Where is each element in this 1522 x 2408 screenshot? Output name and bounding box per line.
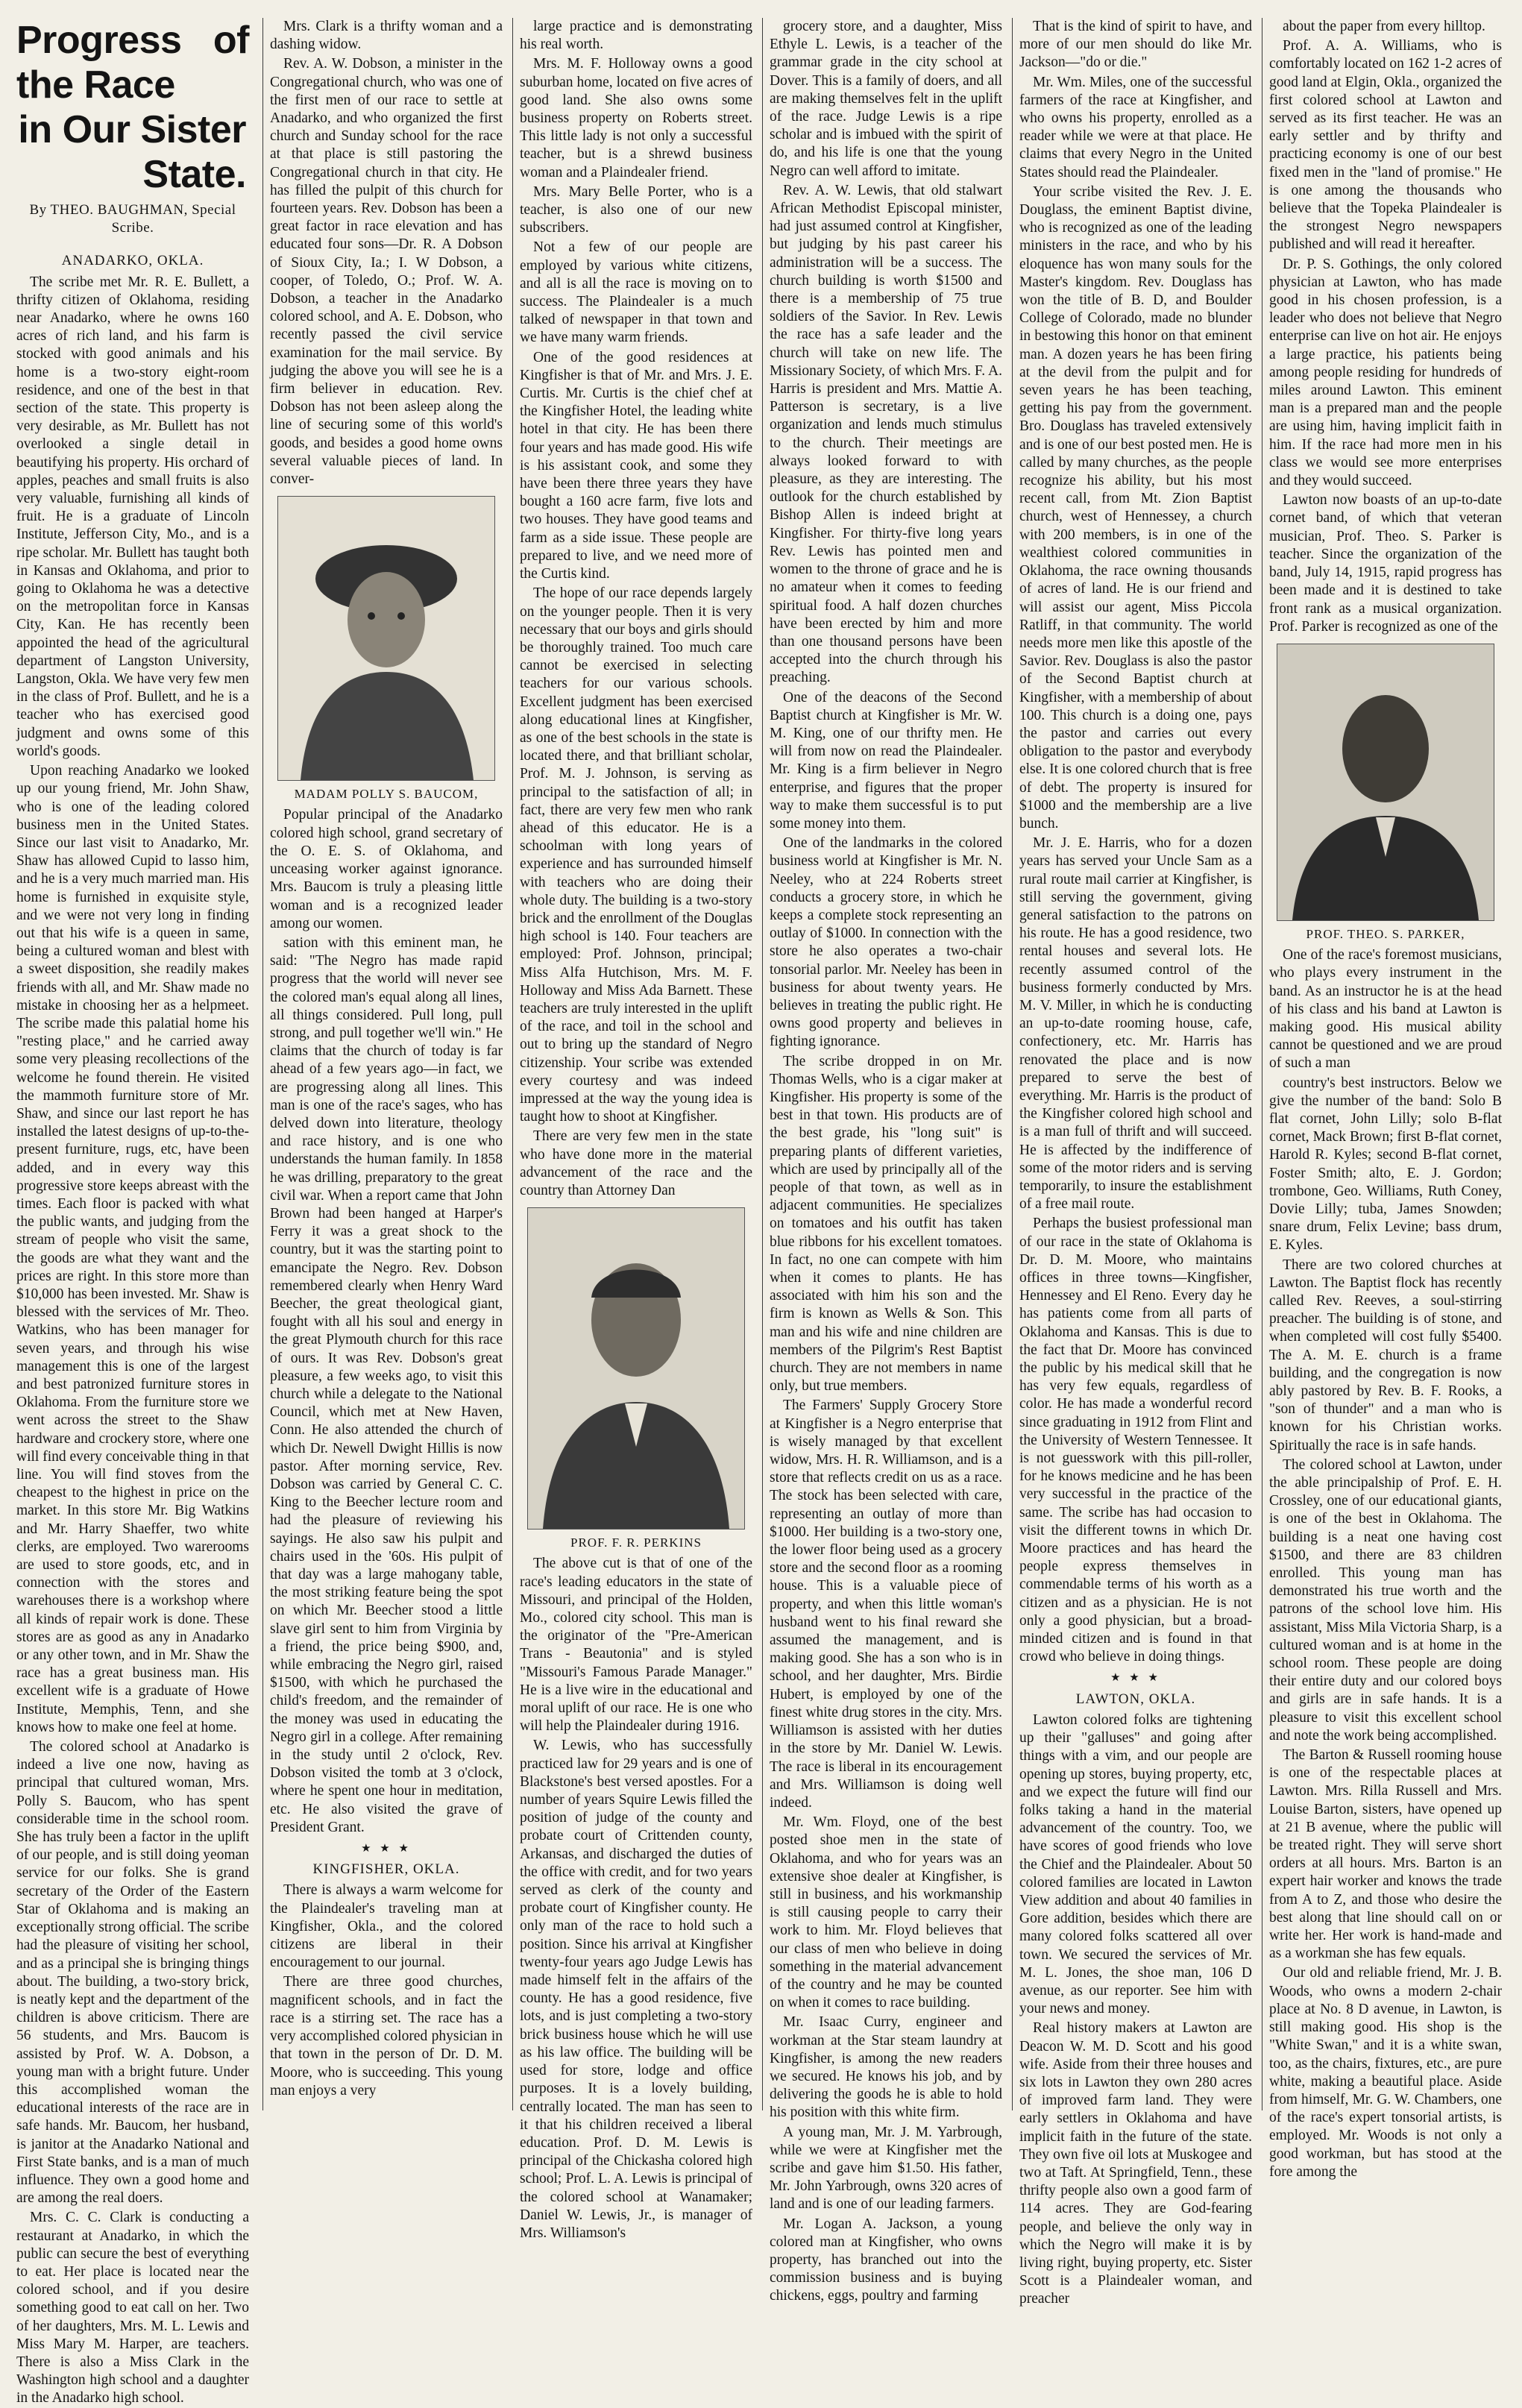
newspaper-page bbox=[16, 18, 1508, 2407]
headline-line-2: in Our Sister State. bbox=[18, 108, 246, 196]
paragraph: There are three good churches, magnificent schools, and in fact the race is a stirring set. The race has a very accomplished colored physician in that town in the person of Dr. D. M. Moore, who is succeeding. This young man enjoys a very bbox=[270, 1974, 503, 2099]
paragraph: large practice and is demonstrating his real worth. bbox=[520, 19, 752, 53]
byline: By THEO. BAUGHMAN, Special Scribe. bbox=[29, 202, 236, 236]
paragraph: One of the good residences at Kingfisher is that of Mr. and Mrs. J. E. Curtis. Mr. Curtis is the chief chef at the Kingfisher Hotel, the leading white hotel in that city. He has been there four years and has made good. His wife is his assistant cook, and some they have been there three years they have bought a 160 acre farm, five lots and two houses. They have good teams and farm as a side issue. These people are prepared to live, and we need more of the Curtis kind. bbox=[520, 349, 752, 582]
section-divider: ★ ★ ★ bbox=[361, 1843, 412, 1855]
paragraph: country's best instructors. Below we give the number of the band: Solo B flat cornet, John Lilly; solo B-flat cornet, Mack Brown; first B-flat cornet, Harold R. Kyles; second B-flat cornet, Foster Smith; alto, E. J. Gordon; trombone, Geo. Williams, Ruth Coney, Dovie Lilly; tuba, James Snowden; snare drum, Felix Levine; bass drum, E. Kyles. bbox=[1269, 1075, 1502, 1254]
photo-caption: MADAM POLLY S. BAUCOM, bbox=[294, 787, 479, 802]
paragraph: The above cut is that of one of the race's leading educators in the state of Missouri, and principal of the Holden, Mo., colored city school. This man is the originator of the "Pre-American Trans - Beautonia" and is styled "Missouri's Famous Parade Manager." He is a live wire in the educational and moral uplift of our race. He is one who will help the Plaindealer during 1916. bbox=[520, 1556, 752, 1735]
paragraph: Mrs. M. F. Holloway owns a good suburban home, located on five acres of good land. She also owns some business property on Roberts street. This little lady is not only a successful teacher, but is a shrewd business woman and a Plaindealer friend. bbox=[520, 56, 752, 180]
paragraph: There are very few men in the state who have done more in the material advancement of the race and the country than Attorney Dan bbox=[520, 1128, 752, 1198]
photo-caption: PROF. F. R. PERKINS bbox=[570, 1535, 702, 1550]
paragraph: Mrs. C. C. Clark is conducting a restaurant at Anadarko, in which the public can secure the best of everything to eat. Her place is located near the colored school, and if you desire something good to eat call on her. Two of her daughters, Mrs. M. L. Lewis and Miss Mary M. Harper, are teachers. There is also a Miss Clark in the Washington high school and a daughter in the Anadarko high school. bbox=[16, 2210, 249, 2407]
paragraph: Real history makers at Lawton are Deacon W. M. D. Scott and his good wife. Aside from their three houses and six lots in Lawton they own 280 acres of improved farm land. They were early settlers in Oklahoma and have implicit faith in the future of the state. They own five oil lots at Muskogee and two at Taft. At Springfield, Tenn., these thrifty people also own a good farm of 114 acres. They are God-fearing people, and believe the only way in which the Negro will make it is by living right, buying property, etc. Sister Scott is a Plaindealer woman, and preacher bbox=[1019, 2020, 1252, 2307]
photo-subcaption: Popular principal of the Anadarko colored high school, grand secretary of the O. E. S. of Oklahoma, and unceasing worker against ignorance. Mrs. Baucom is truly a pleasing little woman and is a recognized leader among our women. bbox=[270, 807, 503, 931]
column-rule bbox=[762, 18, 763, 2110]
paragraph: Mr. Logan A. Jackson, a young colored man at Kingfisher, who owns property, has branched out into the commission business and is buying chickens, eggs, poultry and farming bbox=[770, 2216, 1002, 2304]
paragraph: Mrs. Mary Belle Porter, who is a teacher, is also one of our new subscribers. bbox=[520, 183, 752, 236]
portrait-woman-icon bbox=[278, 497, 494, 780]
paragraph: That is the kind of spirit to have, and more of our men should do like Mr. Jackson—"do or die." bbox=[1019, 19, 1252, 71]
paragraph: The scribe met Mr. R. E. Bullett, a thrifty citizen of Oklahoma, residing near Anadarko, where he owns 160 acres of rich land, and his farm is stocked with good animals and his home is a two-story eight-room residence, and one of the best in that section of the state. This property is very desirable, as Mr. Bullett has not overlooked a single detail in beautifying his property. His orchard of apples, peaches and small fruits is also very valuable, furnishing all kinds of fruit. He is a graduate of Lincoln Institute, Jefferson City, Mo., and is a ripe scholar. Mr. Bullett has taught both in Kansas and Oklahoma, and prior to going to Oklahoma he was a detective on the metropolitan force in Kansas City, Kan. He has recently been appointed the head of the agricultural department of Langston University, Langston, Okla. We have very few men in the class of Prof. Bullett, and he is a teacher who has exercised good judgment and owns some of this world's goods. bbox=[16, 274, 249, 759]
paragraph: W. Lewis, who has successfully practiced law for 29 years and is one of Blackstone's best versed apostles. For a number of years Squire Lewis filled the position of judge of the county and probate court of Crittenden county, Arkansas, and discharged the duties of the office with credit, and for two years served as clerk of the county and probate court of Kingfisher county. He only man of the race to hold such a position. Since his arrival at Kingfisher twenty-four years ago Judge Lewis has made himself felt in the affairs of the county. He has a good residence, five lots, and is just completing a two-story brick business house which he will use as his law office. The building will be used for store, lodge and office purposes. It is a lovely building, centrally located. The man has seen to it that his children received a liberal education. Prof. D. M. Lewis is principal of the Chickasha colored high school; Prof. L. A. Lewis is principal of the colored school at Wanamaker; Daniel W. Lewis, Jr., is manager of Mrs. Williamson's bbox=[520, 1738, 752, 2241]
portrait-photo-baucom bbox=[277, 496, 495, 781]
paragraph: The colored school at Lawton, under the able principalship of Prof. E. H. Crossley, one of our educational giants, is one of the best in Oklahoma. The building is a neat one having cost $1500, and there are 83 children enrolled. This young man has demonstrated his true worth and the patrons of the school love him. His assistant, Miss Mila Victoria Sharp, is a cultured woman and is at home in the school room. These people are doing their entire duty and our colored boys and girls are in safe hands. It is a pleasure to visit this excellent school and note the work being accomplished. bbox=[1269, 1456, 1502, 1744]
paragraph: There is always a warm welcome for the Plaindealer's traveling man at Kingfisher, Okla., and the colored citizens are liberal in their encouragement to our journal. bbox=[270, 1882, 503, 1971]
portrait-man-icon bbox=[528, 1208, 744, 1529]
column-4 bbox=[770, 18, 1002, 2304]
paragraph: A young man, Mr. J. M. Yarbrough, while we were at Kingfisher met the scribe and gave him $1.50. His father, Mr. John Yarbrough, owns 320 acres of land and is one of our leading farmers. bbox=[770, 2124, 1002, 2213]
dateline-anadarko: ANADARKO, OKLA. bbox=[61, 253, 204, 269]
paragraph: grocery store, and a daughter, Miss Ethyle L. Lewis, is a teacher of the grammar grade in the city school at Dover. This is a family of doers, and all are making themselves felt in the uplift of the race. Judge Lewis is a ripe scholar and is imbued with the spirit of do, and his life is one that the young Negro can well afford to imitate. bbox=[770, 19, 1002, 179]
column-rule bbox=[1012, 18, 1013, 2110]
column-6 bbox=[1269, 18, 1502, 2180]
paragraph: The scribe dropped in on Mr. Thomas Wells, who is a cigar maker at Kingfisher. His property is some of the best in that town. His products are of the best grade, his "long suit" is preparing plants of different varieties, which are used by principally all of the people of that town, as well as in adjacent communities. He specializes on tomatoes and his outfit has taken blue ribbons for his excellent tomatoes. In fact, no one can compete with him when it comes to plants. He has associated with him his son and the firm is known as Wells & Son. This man and his wife and nine children are members of the Pilgrim's Rest Baptist church. They are not members in name only, but true members. bbox=[770, 1053, 1002, 1395]
paragraph: The Barton & Russell rooming house is one of the respectable places at Lawton. Mrs. Rilla Russell and Mrs. Louise Barton, sisters, have opened up at 21 B avenue, where the public will be treated right. They will serve short orders at all hours. Mrs. Barton is an expert hair worker and knows the trade from A to Z, and those who desire the best along that line should call on or write her. Her work is hand-made and as a workman she has few equals. bbox=[1269, 1747, 1502, 1962]
paragraph: Lawton colored folks are tightening up their "galluses" and going after things with a vim, and our people are opening up stores, buying property, etc, and we expect the future will find our folks taking a hand in the material advancement of the country. Too, we have scores of good friends who love the Chief and the Plaindealer. About 50 colored families are located in Lawton View addition and about 40 families in Gore addition, besides which there are many colored folks scattered all over town. We secured the services of Mr. M. L. Jones, the shoe man, 106 D avenue, as our reporter. See him with your news and money. bbox=[1019, 1711, 1252, 2017]
paragraph: There are two colored churches at Lawton. The Baptist flock has recently called Rev. Reeves, a soul-stirring preacher. The building is of stone, and when completed will cost fully $5400. The A. M. E. church is a frame building, and the congregation is now ably pastored by Rev. B. F. Rooks, a "son of thunder" and a man who is known for his Christian works. Spiritually the race is in safe hands. bbox=[1269, 1257, 1502, 1453]
column-rule bbox=[262, 18, 263, 2110]
paragraph: Mrs. Clark is a thrifty woman and a dashing widow. bbox=[270, 19, 503, 53]
paragraph: sation with this eminent man, he said: "The Negro has made rapid progress that the world will never see the colored man's equal along all lines, all things considered. Pull long, pull strong, and pull together we'll win." He claims that the church of today is far ahead of a few years ago—in fact, we are progressing along all lines. This man is one of the race's sages, who has delved down into literature, theology and race history, and is one who understands the human family. In 1858 he was drilling, preparatory to the great civil war. When a report came that John Brown had been hanged at Harper's Ferry it was a great shock to the country, but it was the starting point to emancipate the Negro. Rev. Dobson remembered clearly when Henry Ward Beecher, the great theological giant, fought with all his soul and energy in the great Plymouth church for this race of ours. It was Rev. Dobson's great pleasure, a few weeks ago, to visit this church while a delegate to the National Council, which met at New Haven, Conn. He also attended the church of which Dr. Newell Dwight Hillis is now pastor. After morning service, Rev. Dobson was carried by General C. C. King to the Beecher lecture room and had the pleasure of reviewing his sayings. He also saw his pulpit and chairs used in the '60s. His pulpit of that day was a large mahogany table, the most striking feature being the spot on which Mr. Beecher stood a little slave girl sent to him from Virginia by a friend, the price being $900, and, while embracing the Negro girl, raised $1500, with which he purchased the child's freedom, and the remainder of the money was used in educating the Negro girl in a college. After remaining in the study until 2 o'clock, Rev. Dobson visited the tomb at 3 o'clock, where he spent one hour in meditation, etc. He also visited the grave of President Grant. bbox=[270, 934, 503, 1835]
paragraph: Dr. P. S. Gothings, the only colored physician at Lawton, who has made good in his chosen profession, is a leader who does not believe that Negro enterprise can live on hot air. He enjoys a large practice, his patients being among people residing for hundreds of miles around Lawton. This eminent man is a prepared man and the people are using him, having implicit faith in him. If the race had more men in his class we would see more enterprises and they would succeed. bbox=[1269, 256, 1502, 489]
portrait-man-icon bbox=[1277, 644, 1494, 920]
paragraph: Rev. A. W. Dobson, a minister in the Congregational church, who was one of the first men of our race to settle at Anadarko, and who organized the first church and Sunday school for the race at that place is still pastoring the Congregational church in that city. He has filled the pulpit of this church for fourteen years. Rev. Dobson has been a great factor in race elevation and has educated four sons—Dr. R. A Dobson of Sioux City, Ia.; I. W Dobson, a cooper, of Toledo, O.; Prof. W. A. Dobson, a teacher in the Anadarko colored school, and A. E. Dobson, who recently passed the civil service examination for the mail service. By judging the above you will see he is a firm believer in education. Rev. Dobson has not been asleep along the line of securing some of this world's goods, and besides a good home owns several valuable pieces of land. In conver- bbox=[270, 56, 503, 488]
paragraph: Upon reaching Anadarko we looked up our young friend, Mr. John Shaw, who is one of the leading colored business men in the United States. Since our last visit to Anadarko, Mr. Shaw has allowed Cupid to lasso him, and he is a very much married man. His home is furnished in exquisite style, and we were not very long in finding out that his wife is a queen in same, being a cultured woman and blest with a sweet disposition, she readily makes friends with all, and Mr. Shaw made no mistake in choosing her as a helpmeet. The scribe made this palatial home his "resting place," and he carried away some very pleasing recollections of the welcome he found therein. He visited the mammoth furniture store of Mr. Shaw, and since our last report he has installed the latest designs of up-to-the-present furniture, rugs, etc, have been added, and in every way this progressive store keeps abreast with the times. Each floor is packed with what the public wants, and judging from the stream of people who visit the same, the goods are what they want and the prices are right. In this store more than $10,000 has been invested. Mr. Shaw is blessed with the services of Mr. Theo. Watkins, who has been manager for seven years, and through his wise management this is one of the largest and best patronized furniture stores in Oklahoma. From the furniture store we went across the street to the Shaw hardware and crockery store, where one will find every conceivable thing in that line. You will find stoves from the cheapest to the highest in price on the market. In this store Mr. Big Watkins and Mr. Harry Shaeffer, two white clerks, are employed. Two warerooms are used to store goods, etc, and in connection with the stores and warehouses there is a workshop where all kinds of repair work is done. These stores are as good as any in Anadarko or any other town, and in Mr. Shaw the race has a great business man. His excellent wife is a graduate of Howe Institute, Memphis, Tenn, and she knows how to make one feel at home. bbox=[16, 763, 249, 1735]
paragraph: Mr. Wm. Floyd, one of the best posted shoe men in the state of Oklahoma, and who for years was an extensive shoe dealer at Kingfisher, is still in business, and his workmanship is still causing people to carry their work to him. Mr. Floyd believes that our class of men who believe in doing something in the material advancement of the country and he may be counted on when it comes to race building. bbox=[770, 1814, 1002, 2011]
paragraph: about the paper from every hilltop. bbox=[1283, 19, 1485, 34]
paragraph: Mr. Isaac Curry, engineer and workman at the Star steam laundry at Kingfisher, is among the new readers we secured. He knows his job, and by delivering the goods he is able to hold his position with this white firm. bbox=[770, 2014, 1002, 2121]
column-2 bbox=[270, 18, 503, 2113]
paragraph: One of the landmarks in the colored business world at Kingfisher is Mr. N. Neeley, who at 224 Roberts street conducts a grocery store, in which he keeps a complete stock representing an outlay of $1000. In connection with the store he also operates a two-chair tonsorial parlor. Mr. Neeley has been in business for about twenty years. He believes in treating the public right. He owns good property and believes in fighting ignorance. bbox=[770, 835, 1002, 1050]
column-3 bbox=[520, 18, 752, 2241]
paragraph: Rev. A. W. Lewis, that old stalwart African Methodist Episcopal minister, had just assumed control at Kingfisher, but judging by his past career his administration will be a success. The church building is worth $1500 and there is a membership of 75 true soldiers of the Savior. In Rev. Lewis the race has a safe leader and the church will take on new life. The Missionary Society, of which Mrs. F. A. Harris is president and Mrs. Mattie A. Patterson is secretary, is a live organization and lends much stimulus to the church. Their meetings are always looked forward to with pleasure, as they are interesting. The outlook for the church established by Bishop Allen is indeed bright at Kingfisher. For thirty-five long years Rev. Lewis has pointed men and women to the throne of grace and he is no amateur when it comes to feeding spiritual food. A half dozen churches have been erected by him and more than one thousand persons have been accepted into the church through his preaching. bbox=[770, 182, 1002, 686]
paragraph: Lawton now boasts of an up-to-date cornet band, of which that veteran musician, Prof. Theo. S. Parker is teacher. Since the organization of the band, July 14, 1915, rapid progress has been made and it is destined to take front rank as a musical organization. Prof. Parker is recognized as one of the bbox=[1269, 492, 1502, 635]
paragraph: Our old and reliable friend, Mr. J. B. Woods, who owns a modern 2-chair place at No. 8 D avenue, in Lawton, is still making good. His shop is the "White Swan," and it is a white swan, too, as the chairs, fixtures, etc., are pure white, making a beautiful place. Aside from himself, Mr. G. W. Chambers, one of the race's expert tonsorial artists, is employed. Mr. Woods is not only a good workman, but has stood at the fore among the bbox=[1269, 1965, 1502, 2180]
headline-line-1: Progress of the Race bbox=[16, 19, 249, 107]
column-5 bbox=[1019, 18, 1252, 2307]
dateline-kingfisher: KINGFISHER, OKLA. bbox=[312, 1861, 460, 1878]
paragraph: One of the deacons of the Second Baptist church at Kingfisher is Mr. W. M. King, one of our thrifty men. He will from now on read the Plaindealer. Mr. King is a firm believer in Negro enterprise, and figures that the proper way to make them successful is to put some money into them. bbox=[770, 689, 1002, 832]
paragraph: The colored school at Anadarko is indeed a live one now, having as principal that cultured woman, Mrs. Polly S. Baucom, who has spent considerable time in the school room. She has truly been a factor in the uplift of our people, and is still doing yeoman service for our folks. She is grand secretary of the Order of the Eastern Star of Oklahoma and is making an exceptionally strong official. The scribe had the pleasure of visiting her school, and as a principal she is bringing things about. The building, a two-story brick, is neatly kept and the department of the children is above criticism. There are 56 students, and Mrs. Baucom is assisted by Prof. W. A. Dobson, a young man with a bright future. Under this accomplished woman the educational interests of the race are in safe hands. Mr. Baucom, her husband, is janitor at the Anadarko National and First State banks, and is a man of much influence. They own a good home and are among the real doers. bbox=[16, 1739, 249, 2207]
paragraph: Mr. J. E. Harris, who for a dozen years has served your Uncle Sam as a rural route mail carrier at Kingfisher, is still serving the government, giving general satisfaction to the patrons on his route. He has a good residence, two rental houses and several lots. He recently assumed control of the business formerly conducted by Mrs. M. V. Miller, in which he is conducting an up-to-date rooming house, cafe, confectionery, etc. Mr. Harris has renovated the place and is now prepared to serve the best of everything. Mr. Harris is the product of the Kingfisher colored high school and is a man full of thrift and will succeed. He is affected by the indifference of some of the motor riders and is serving temporarily, to insure the establishment of a free mail route. bbox=[1019, 835, 1252, 1213]
paragraph: Mr. Wm. Miles, one of the successful farmers of the race at Kingfisher, and who owns his property, enrolled as a reader while we were at that place. He claims that every Negro in the United States should read the Plaindealer. bbox=[1019, 74, 1252, 180]
section-divider: ★ ★ ★ bbox=[1110, 1672, 1161, 1685]
photo-caption: PROF. THEO. S. PARKER, bbox=[1306, 926, 1465, 941]
paragraph: Prof. A. A. Williams, who is comfortably located on 162 1-2 acres of good land at Elgin, Okla., organized the first colored school at Lawton and served as its first teacher. He was an early settler and by thrifty and practicing economy is one of our best fixed men in the "land of promise." He is one among the thousands who believe that the Topeka Plaindealer is the strongest Negro newspapers published and will read it hereafter. bbox=[1269, 38, 1502, 253]
portrait-photo-parker bbox=[1277, 644, 1494, 921]
portrait-photo-perkins bbox=[527, 1207, 745, 1530]
column-1-body bbox=[16, 274, 249, 2408]
paragraph: Your scribe visited the Rev. J. E. Douglass, the eminent Baptist divine, who is recognized as one of the leading ministers in the race, and who by his eloquence has won many souls for the Master's kingdom. Rev. Douglass has won the title of B. D, and Boulder College of Colorado, made no blunder in bestowing this honor on that eminent man. A dozen years he has been firing at the devil from the pulpit and for seven years he has been teaching, getting his pay from the government. Bro. Douglass has traveled extensively and is one of our best posted men. He is called by many churches, as the people recognize his ability, but his most recent call, from Mt. Zion Baptist church, west of Hennessey, a church with 200 members, is in one of the wealthiest colored communities in Oklahoma, the race owning thousands of acres of land. He is our friend and will assist our agent, Miss Piccola Ratliff, in that community. The world needs more men like this apostle of the Savior. Rev. Douglass is also the pastor of the Second Baptist church at Kingfisher, with a membership of about 100. This church is a doing one, pays the pastor and carries out every obligation to the pastor and everybody else. It is one colored church that is free of debt. The property is insured for $1000 and the membership are a live bunch. bbox=[1019, 183, 1252, 832]
paragraph: Not a few of our people are employed by various white citizens, and all is all the race is moving on to success. The Plaindealer is a much talked of newspaper in that town and we have many warm friends. bbox=[520, 239, 752, 346]
column-1 bbox=[16, 18, 249, 2407]
column-rule bbox=[512, 18, 513, 2110]
paragraph: The Farmers' Supply Grocery Store at Kingfisher is a Negro enterprise that is wisely managed by that excellent widow, Mrs. H. R. Williamson, and is a store that reflects credit on us as a race. The stock has been selected with care, representing an outlay of more than $1000. Her building is a two-story one, the lower floor being used as a grocery store and the second floor as a rooming house. This is a valuable piece of property, and when this little woman's husband went to his final reward she assumed the management, and is making good. She has a son who is in school, and her daughter, Mrs. Birdie Hubert, is employed by one of the finest white drug stores in the city. Mrs. Williamson is assisted with her duties in the store by Mr. Daniel W. Lewis. The race is liberal in its encouragement and Mrs. Williamson is doing well indeed. bbox=[770, 1398, 1002, 1811]
dateline-lawton: LAWTON, OKLA. bbox=[1075, 1691, 1196, 1707]
paragraph: The hope of our race depends largely on the younger people. Then it is very necessary that our boys and girls should be thoroughly trained. Too much care cannot be exercised in selecting teachers for our various schools. Excellent judgment has been exercised along educational lines at Kingfisher, as one of the best schools in the state is located there, and that brilliant scholar, Prof. M. J. Johnson, is serving as principal to the satisfaction of all; in fact, there are very few men who rank ahead of this educator. He is a schoolman with long years of experience and has surrounded himself with teachers who are doing their whole duty. The building is a two-story brick and the enrollment of the Douglas high school is 140. Four teachers are employed: Prof. Johnson, principal; Miss Alfa Hutchison, Mrs. M. F. Holloway and Miss Ada Barnett. These teachers are truly interested in the uplift of the race, and toil in the school and out to bring up the standard of Negro citizenship. Your scribe was extended every courtesy and was indeed impressed at the way the young idea is taught how to shoot at Kingfisher. bbox=[520, 585, 752, 1125]
paragraph: Perhaps the busiest professional man of our race in the state of Oklahoma is Dr. D. M. Moore, who maintains offices in three towns—Kingfisher, Hennessey and El Reno. Every day he has patients come from all parts of Oklahoma and Kansas. This is due to the fact that Dr. Moore has convinced the public by his medical skill that he has very few equals, regardless of color. He has made a wonderful record since graduating in 1912 from Flint and the University of Western Tennessee. It is not guesswork with this pill-roller, for he knows medicine and he has been very successful in the practice of the same. The scribe has had occasion to visit the different towns in which Dr. Moore practices and has heard the people express themselves in commendable terms of his worth as a citizen and as a physician. He is not only a good physician, but a broad-minded citizen and is found in that crowd who believe in doing things. bbox=[1019, 1216, 1252, 1665]
article-headline bbox=[16, 18, 249, 197]
photo-subcaption: One of the race's foremost musicians, who plays every instrument in the band. As an instructor he is at the head of his class and his band at Lawton is making good. His musical ability cannot be questioned and we are proud of such a man bbox=[1269, 947, 1502, 1072]
